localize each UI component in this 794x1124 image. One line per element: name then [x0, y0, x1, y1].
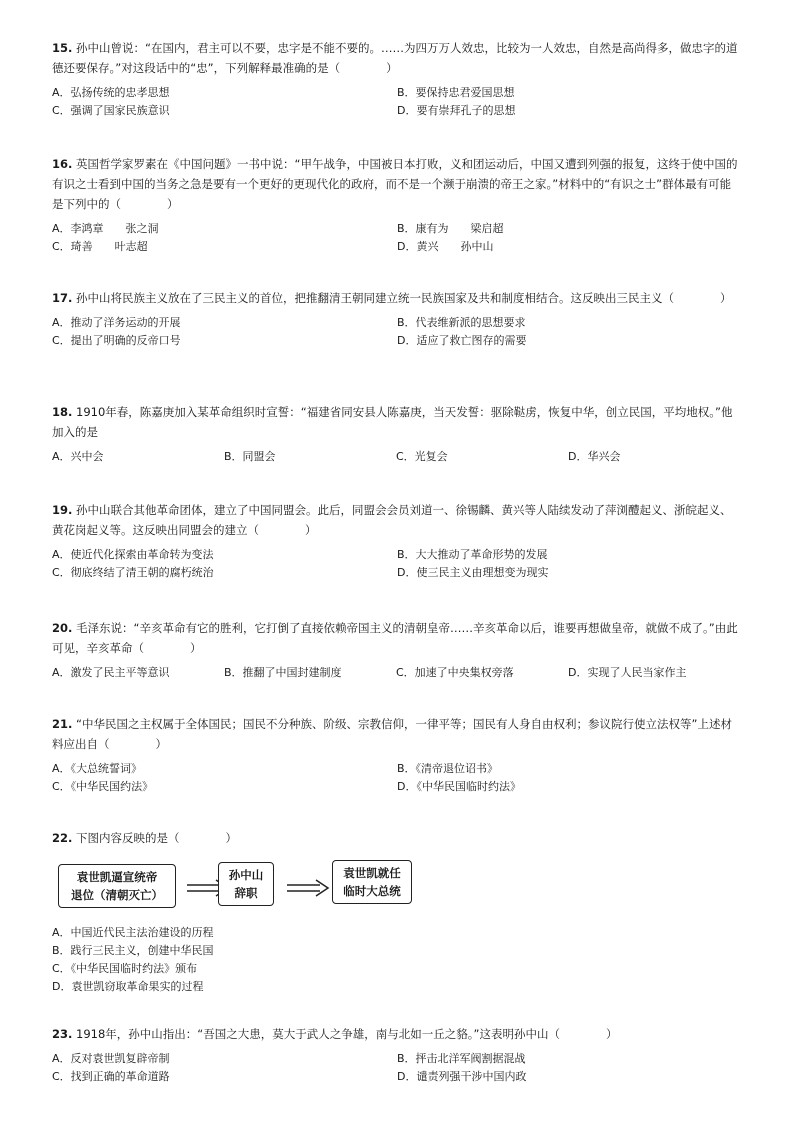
option-c[interactable]: C．彻底终结了清王朝的腐朽统治: [52, 566, 214, 579]
question-stem: 15. 孙中山曾说：“在国内，君主可以不要，忠字是不能不要的。……为四万万人效忠，比较为一人效忠，自然是高尚得多，做忠字的道德还要保存。”对这段话中的“忠”，下列解释最准确的是（ ）: [52, 41, 738, 75]
options: [52, 314, 742, 350]
question-stem: 21. “中华民国之主权属于全体国民；国民不分种族、阶级、宗教信仰，一律平等；国民有人身自由权利；参议院行使立法权等”上述材料应出自（ ）: [52, 717, 732, 751]
option-b[interactable]: B．大大推动了革命形势的发展: [397, 548, 548, 561]
flow-box-yuan-president: 袁世凯就任 临时大总统: [332, 860, 412, 904]
options: [52, 448, 742, 466]
question-23: [52, 1024, 742, 1086]
question-15: [52, 38, 742, 120]
question-20: [52, 618, 742, 682]
option-d[interactable]: D．要有崇拜孔子的思想: [397, 104, 516, 117]
option-d[interactable]: D．袁世凯窃取革命果实的过程: [52, 980, 204, 993]
options: [52, 220, 742, 256]
option-b[interactable]: B．代表维新派的思想要求: [397, 316, 526, 329]
option-c[interactable]: C．琦善 叶志超: [52, 240, 148, 253]
option-a[interactable]: A．弘扬传统的忠孝思想: [52, 86, 170, 99]
question-21: [52, 714, 742, 796]
option-a[interactable]: A．李鸿章 张之洞: [52, 222, 159, 235]
double-line-arrow-icon: [286, 878, 330, 898]
question-19: [52, 500, 742, 582]
options: [52, 84, 742, 120]
question-stem: 17. 孙中山将民族主义放在了三民主义的首位，把推翻清王朝同建立统一民族国家及共和制度相结合。这反映出三民主义（ ）: [52, 291, 732, 305]
question-number: 18.: [52, 405, 73, 419]
question-number: 16.: [52, 157, 73, 171]
question-stem: 18. 1910年春，陈嘉庚加入某革命组织时宣誓：“福建省同安县人陈嘉庚，当天发誓：驱除鞑虏，恢复中华，创立民国，平均地权。”他加入的是: [52, 405, 733, 439]
option-b[interactable]: B．《清帝退位诏书》: [397, 762, 499, 775]
question-number: 22.: [52, 831, 73, 845]
options: [52, 760, 742, 796]
option-c[interactable]: C．《中华民国约法》: [52, 780, 154, 793]
question-number: 17.: [52, 291, 73, 305]
flow-diagram: [52, 858, 742, 918]
question-number: 21.: [52, 717, 73, 731]
question-number: 19.: [52, 503, 73, 517]
question-stem: 22. 下图内容反映的是（ ）: [52, 831, 238, 845]
question-number: 23.: [52, 1027, 73, 1041]
option-b[interactable]: B．康有为 梁启超: [397, 222, 504, 235]
option-a[interactable]: A．反对袁世凯复辟帝制: [52, 1052, 170, 1065]
question-17: [52, 288, 742, 350]
question-stem: 16. 英国哲学家罗素在《中国问题》一书中说：“甲午战争，中国被日本打败，义和团运动后，中国又遭到列强的报复，这终于使中国的有识之士看到中国的当务之急是要有一个更好的更现代化的政府，而不是一个濒于崩溃的帝王之家。”材料中的“有识之士”群体最有可能是下列中的（ ）: [52, 157, 738, 211]
question-22: [52, 828, 742, 996]
option-c[interactable]: C．光复会: [396, 450, 448, 463]
options: [52, 924, 742, 996]
question-stem: 19. 孙中山联合其他革命团体，建立了中国同盟会。此后，同盟会会员刘道一、徐锡麟、黄兴等人陆续发动了萍浏醴起义、浙皖起义、黄花岗起义等。这反映出同盟会的建立（ ）: [52, 503, 732, 537]
option-a[interactable]: A．中国近代民主法治建设的历程: [52, 926, 214, 939]
flow-box-sun-resign: 孙中山 辞职: [218, 862, 274, 906]
question-18: [52, 402, 742, 466]
option-c[interactable]: C．找到正确的革命道路: [52, 1070, 170, 1083]
option-d[interactable]: D．使三民主义由理想变为现实: [397, 566, 549, 579]
option-b[interactable]: B．要保持忠君爱国思想: [397, 86, 515, 99]
option-d[interactable]: D．华兴会: [568, 450, 621, 463]
options: [52, 1050, 742, 1086]
option-d[interactable]: D．适应了救亡图存的需要: [397, 334, 527, 347]
question-number: 20.: [52, 621, 73, 635]
option-c[interactable]: C．提出了明确的反帝口号: [52, 334, 181, 347]
question-16: [52, 154, 742, 256]
option-c[interactable]: C．《中华民国临时约法》颁布: [52, 962, 198, 975]
question-stem: 20. 毛泽东说：“辛亥革命有它的胜利，它打倒了直接依赖帝国主义的清朝皇帝……辛亥革命以后，谁要再想做皇帝，就做不成了。”由此可见，辛亥革命（ ）: [52, 621, 738, 655]
option-a[interactable]: A．激发了民主平等意识: [52, 666, 170, 679]
question-number: 15.: [52, 41, 73, 55]
option-d[interactable]: D．谴责列强干涉中国内政: [397, 1070, 527, 1083]
question-stem: 23. 1918年，孙中山指出：“吾国之大患，莫大于武人之争雄，南与北如一丘之貉。”这表明孙中山（ ）: [52, 1027, 618, 1041]
option-d[interactable]: D．黄兴 孙中山: [397, 240, 494, 253]
option-b[interactable]: B．推翻了中国封建制度: [224, 666, 342, 679]
option-a[interactable]: A．《大总统誓词》: [52, 762, 143, 775]
option-a[interactable]: A．兴中会: [52, 450, 104, 463]
options: [52, 546, 742, 582]
flow-box-yuan-abdication: 袁世凯逼宣统帝 退位（清朝灭亡）: [58, 864, 176, 908]
option-d[interactable]: D．《中华民国临时约法》: [397, 780, 521, 793]
option-a[interactable]: A．推动了洋务运动的开展: [52, 316, 181, 329]
option-a[interactable]: A．使近代化探索由革命转为变法: [52, 548, 214, 561]
option-c[interactable]: C．加速了中央集权旁落: [396, 666, 514, 679]
option-b[interactable]: B．抨击北洋军阀割据混战: [397, 1052, 526, 1065]
option-b[interactable]: B．践行三民主义，创建中华民国: [52, 944, 214, 957]
option-c[interactable]: C．强调了国家民族意识: [52, 104, 170, 117]
options: [52, 664, 742, 682]
option-b[interactable]: B．同盟会: [224, 450, 276, 463]
option-d[interactable]: D．实现了人民当家作主: [568, 666, 687, 679]
